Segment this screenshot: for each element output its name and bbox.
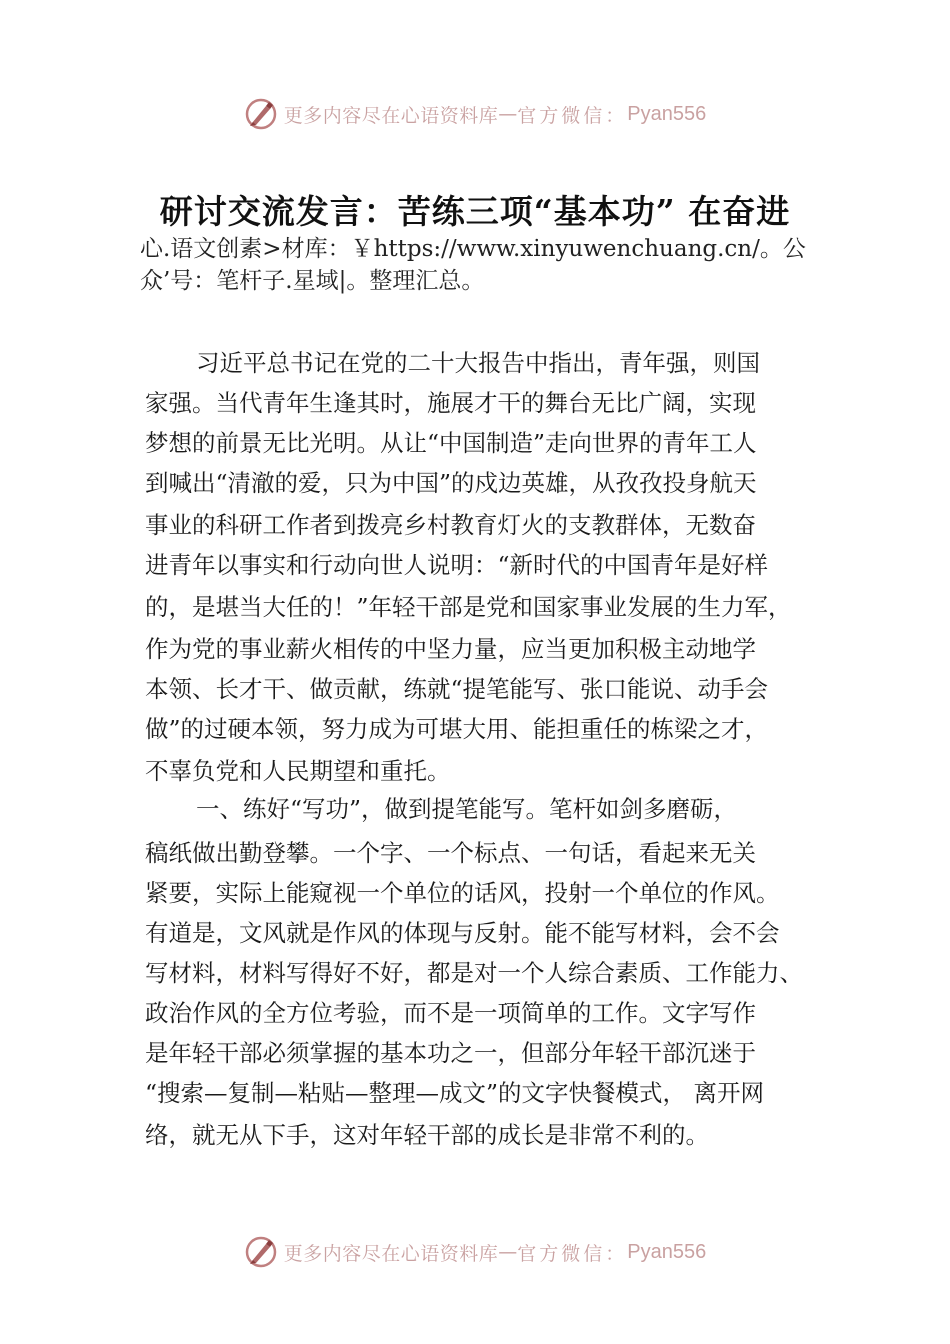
brush-pen-logo-icon: [244, 1235, 278, 1269]
body-line: 的，是堪当大任的！”年轻干部是党和国家事业发展的生力军，: [145, 593, 792, 621]
watermark-text: 更多内容尽在心语资料库: [283, 104, 499, 127]
body-line: 梦想的前景无比光明。从让“中国制造”走向世界的青年工人: [145, 429, 757, 457]
body-line: 写材料，材料写得好不好，都是对一个人综合素质、工作能力、: [145, 959, 803, 987]
body-line: 稿纸做出勤登攀。一个字、一个标点、一句话，看起来无关: [145, 839, 756, 867]
body-line: 紧要，实际上能窥视一个单位的话风，投射一个单位的作风。: [145, 879, 780, 907]
watermark-text: 更多内容尽在心语资料库: [283, 1242, 499, 1265]
watermark-wechat-label: 官方微信：: [517, 104, 628, 127]
brush-pen-logo-icon: [244, 97, 278, 131]
source-line-1: 心.语文创素>材库：￥https://www.xinyuwenchuang.cn/。公: [140, 236, 806, 262]
body-line: 络，就无从下手，这对年轻干部的成长是非常不利的。: [145, 1121, 709, 1149]
body-line: 政治作风的全方位考验，而不是一项简单的工作。文字写作: [145, 999, 756, 1027]
watermark-wechat-id: Pyan556: [627, 1240, 707, 1263]
watermark-wechat-id: Pyan556: [627, 102, 707, 125]
header-watermark: [0, 94, 950, 134]
watermark-dash: —: [498, 1241, 518, 1263]
body-line: “搜索—复制—粘贴—整理—成文”的文字快餐模式， 离开网: [145, 1079, 764, 1107]
watermark-wechat-label: 官方微信：: [517, 1242, 628, 1265]
body-line: 家强。当代青年生逢其时，施展才干的舞台无比广阔，实现: [145, 389, 756, 417]
body-line: 作为党的事业薪火相传的中坚力量，应当更加积极主动地学: [145, 635, 756, 663]
body-line: 事业的科研工作者到拨亮乡村教育灯火的支教群体，无数奋: [145, 511, 756, 539]
body-line: 一、练好“写功”，做到提笔能写。笔杆如剑多磨砺，: [196, 795, 738, 823]
body-line: 习近平总书记在党的二十大报告中指出，青年强，则国: [196, 349, 760, 377]
footer-watermark: [0, 1232, 950, 1272]
body-line: 本领、长才干、做贡献，练就“提笔能写、张口能说、动手会: [145, 675, 769, 703]
body-line: 有道是，文风就是作风的体现与反射。能不能写材料，会不会: [145, 919, 780, 947]
body-line: 进青年以事实和行动向世人说明：“新时代的中国青年是好样: [145, 551, 769, 579]
body-line: 做”的过硬本领，努力成为可堪大用、能担重任的栋梁之才，: [145, 715, 769, 743]
body-line: 是年轻干部必须掌握的基本功之一，但部分年轻干部沉迷于: [145, 1039, 756, 1067]
watermark-dash: —: [498, 103, 518, 125]
source-line-2: 众’号：笔杆子.星域|。整理汇总。: [140, 268, 485, 294]
body-line: 不辜负党和人民期望和重托。: [145, 757, 451, 785]
body-line: 到喊出“清澈的爱，只为中国”的戍边英雄，从孜孜投身航天: [145, 469, 757, 497]
document-title: 研讨交流发言：苦练三项“基本功” 在奋进: [159, 192, 791, 231]
